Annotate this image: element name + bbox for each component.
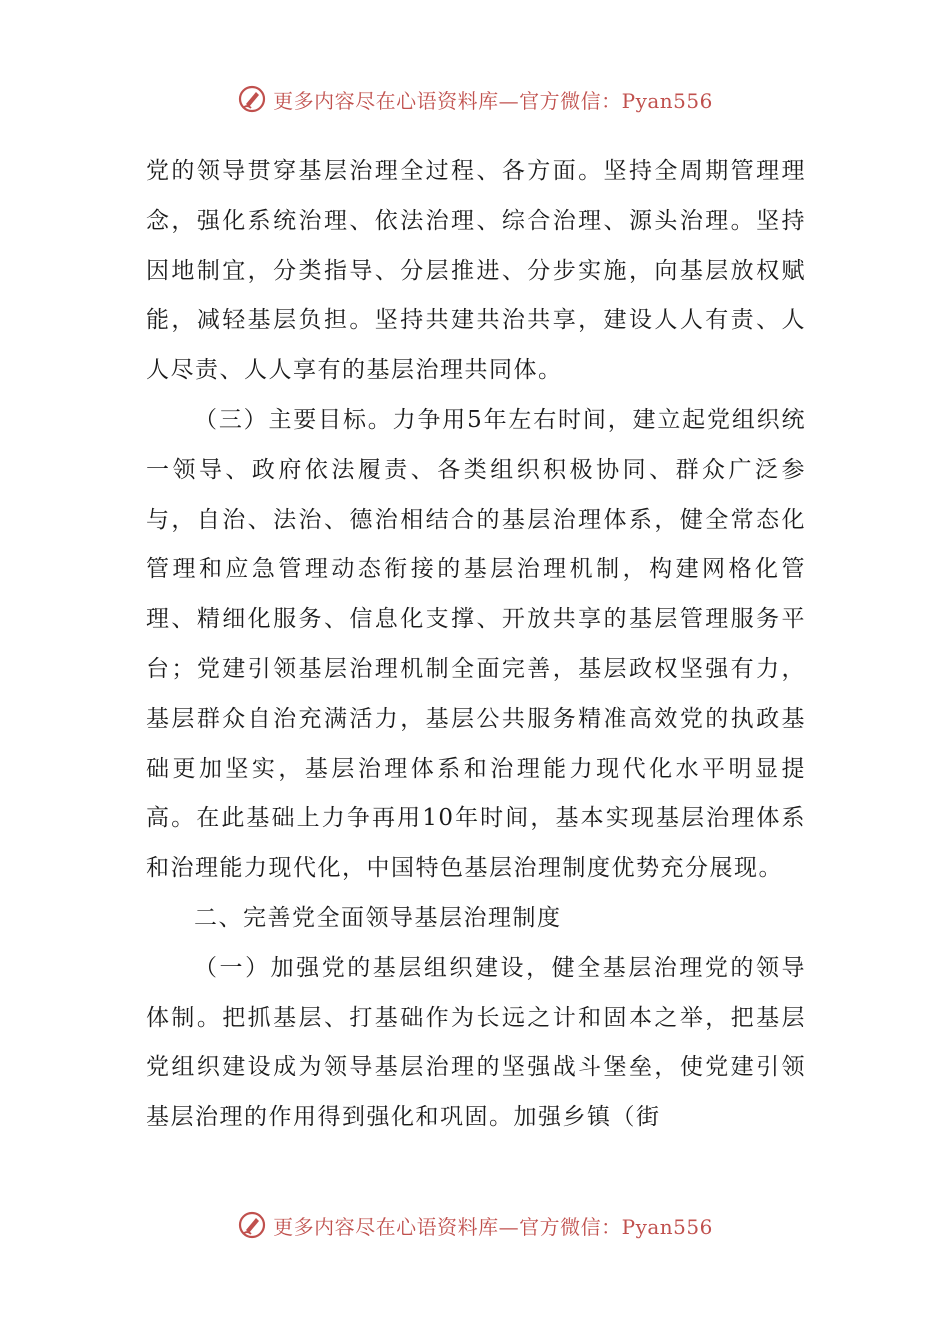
pen-seal-icon	[237, 1210, 267, 1240]
watermark-text: 更多内容尽在心语资料库—官方微信：Pyan556	[273, 1214, 713, 1239]
pen-seal-icon	[237, 84, 267, 114]
document-body	[146, 147, 806, 1143]
section-heading: 二、完善党全面领导基层治理制度	[194, 904, 562, 931]
paragraph-1: 党的领导贯穿基层治理全过程、各方面。坚持全周期管理理念，强化系统治理、依法治理、综合治理、源头治理。坚持因地制宜，分类指导、分层推进、分步实施，向基层放权赋能，减轻基层负担。坚持共建共治共享，建设人人有责、人人尽责、人人享有的基层治理共同体。	[146, 158, 806, 384]
watermark-banner-bottom	[0, 1210, 950, 1240]
watermark-banner-top	[0, 84, 950, 114]
paragraph-party-organization: （一）加强党的基层组织建设，健全基层治理党的领导体制。把抓基层、打基础作为长远之计和固本之举，把基层党组织建设成为领导基层治理的坚强战斗堡垒，使党建引领基层治理的作用得到强化和巩固。加强乡镇（街	[146, 954, 806, 1131]
watermark-text: 更多内容尽在心语资料库—官方微信：Pyan556	[273, 88, 713, 113]
paragraph-main-goals: （三）主要目标。力争用5年左右时间，建立起党组织统一领导、政府依法履责、各类组织积极协同、群众广泛参与，自治、法治、德治相结合的基层治理体系，健全常态化管理和应急管理动态衔接的基层治理机制，构建网格化管理、精细化服务、信息化支撑、开放共享的基层管理服务平台；党建引领基层治理机制全面完善，基层政权坚强有力，基层群众自治充满活力，基层公共服务精准高效党的执政基础更加坚实，基层治理体系和治理能力现代化水平明显提高。在此基础上力争再用10年时间，基本实现基层治理体系和治理能力现代化，中国特色基层治理制度优势充分展现。	[146, 406, 806, 882]
